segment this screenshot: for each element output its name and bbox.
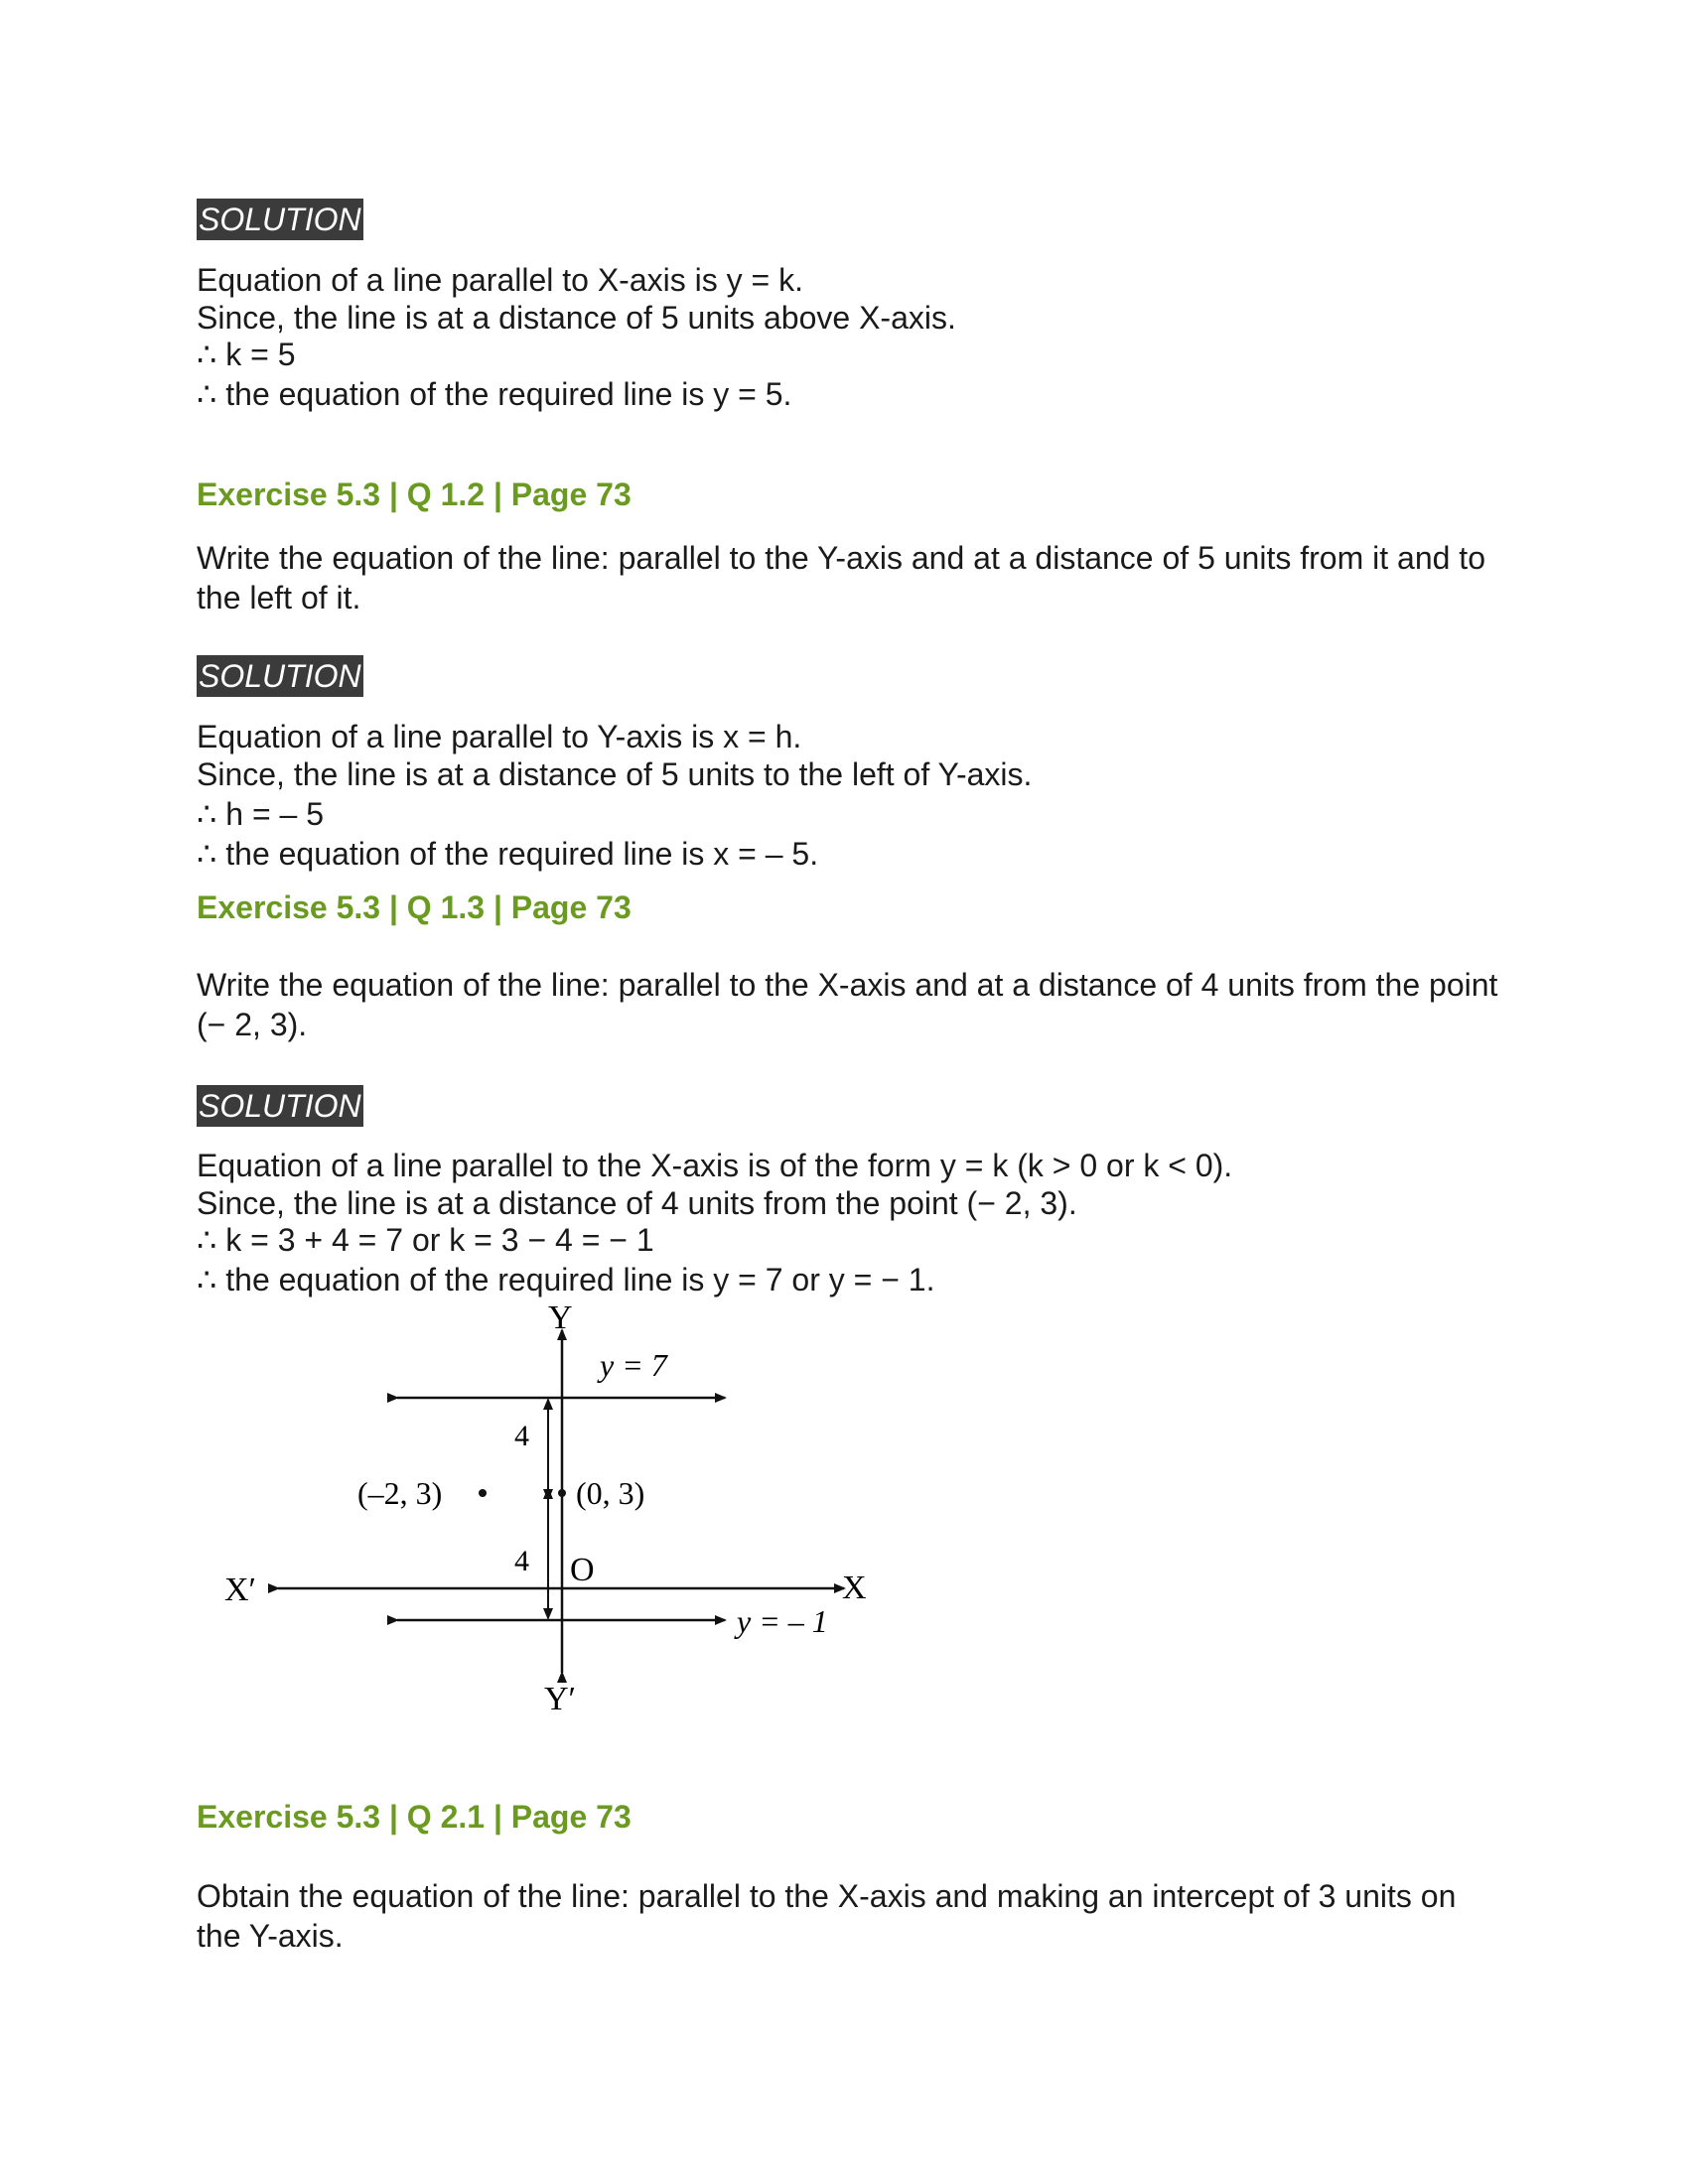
lower-distance-label: 4 <box>514 1545 529 1577</box>
solution-line: Equation of a line parallel to X-axis is y = k. <box>197 262 803 298</box>
solution-line: Since, the line is at a distance of 4 units from the point (− 2, 3). <box>197 1185 1077 1221</box>
question-q1-3: Write the equation of the line: parallel to the X-axis and at a distance of 4 units from the point (− 2, 3). <box>197 967 1498 1042</box>
solution-badge: SOLUTION <box>197 655 363 697</box>
exercise-heading-q1-3: Exercise 5.3 | Q 1.3 | Page 73 <box>197 889 632 925</box>
solution-line: Equation of a line parallel to Y-axis is x = h. <box>197 719 802 754</box>
coordinate-figure <box>199 1300 914 1737</box>
solution-line: ∴ the equation of the required line is y = 5. <box>197 376 792 412</box>
point-0-3 <box>558 1489 566 1497</box>
x-prime-label: X′ <box>224 1571 256 1608</box>
question-q1-2: Write the equation of the line: parallel to the Y-axis and at a distance of 5 units from it and to the left of it. <box>197 540 1485 615</box>
solution-badge: SOLUTION <box>197 199 363 240</box>
solution-line: ∴ the equation of the required line is x = – 5. <box>197 836 819 872</box>
exercise-heading-q2-1: Exercise 5.3 | Q 2.1 | Page 73 <box>197 1799 632 1835</box>
y-axis-label: Y <box>548 1300 573 1336</box>
x-axis-label: X <box>842 1570 867 1606</box>
solution-line: Since, the line is at a distance of 5 units above X-axis. <box>197 300 956 336</box>
solution-line: ∴ h = – 5 <box>197 796 324 832</box>
origin-label: O <box>570 1552 595 1588</box>
solution-line: ∴ the equation of the required line is y = 7 or y = − 1. <box>197 1262 935 1297</box>
solution-line: Equation of a line parallel to the X-axis is of the form y = k (k > 0 or k < 0). <box>197 1148 1233 1183</box>
point-label: (–2, 3) <box>357 1475 443 1511</box>
solution-line: ∴ k = 5 <box>197 337 296 372</box>
upper-distance-label: 4 <box>514 1420 529 1452</box>
intercept-point-label: (0, 3) <box>576 1475 645 1511</box>
exercise-heading-q1-2: Exercise 5.3 | Q 1.2 | Page 73 <box>197 477 632 512</box>
solution-line: ∴ k = 3 + 4 = 7 or k = 3 − 4 = − 1 <box>197 1222 654 1258</box>
y-prime-label: Y′ <box>544 1681 576 1717</box>
solution-line: Since, the line is at a distance of 5 units to the left of Y-axis. <box>197 756 1033 792</box>
upper-line-label: y = 7 <box>600 1347 667 1383</box>
lower-line-label: y = – 1 <box>737 1603 828 1639</box>
solution-badge: SOLUTION <box>197 1085 363 1127</box>
question-q2-1: Obtain the equation of the line: parallel to the X-axis and making an intercept of 3 units on the Y-axis. <box>197 1878 1457 1954</box>
point-minus2-3 <box>479 1489 487 1497</box>
